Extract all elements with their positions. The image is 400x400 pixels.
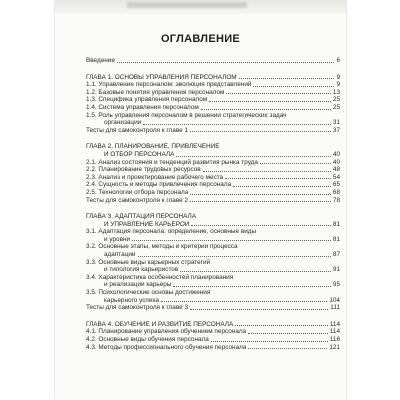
- toc-page-number: 111: [330, 304, 340, 312]
- toc-entry-label: 4.1. Планирование управления обучением персонала: [86, 328, 247, 336]
- toc-entry-label: ГЛАВА 1. ОСНОВЫ УПРАВЛЕНИЯ ПЕРСОНАЛОМ: [86, 73, 237, 81]
- toc-page-number: 116: [329, 336, 340, 343]
- dot-leader: [191, 225, 330, 226]
- toc-entry[interactable]: [86, 344, 340, 352]
- toc-entry[interactable]: [86, 328, 340, 336]
- toc-entry[interactable]: [86, 127, 340, 135]
- dot-leader: [260, 163, 331, 164]
- toc-entry-line: 3.3. Основные виды карьерных стратегий: [86, 258, 211, 266]
- toc-entry-line: 3.1. Адаптация персонала: определение, основные виды: [86, 228, 257, 236]
- toc-entry-label: И ОТБОР ПЕРСОНАЛА: [104, 150, 175, 158]
- toc-entry-row: [86, 151, 340, 159]
- toc-entry-row: [86, 104, 340, 112]
- dot-leader: [190, 131, 331, 132]
- toc-page-number: 6: [336, 57, 340, 64]
- toc-entry-row: [86, 304, 340, 312]
- toc-entry-line: 3.4. Характеристика особенностей планирования: [86, 273, 234, 281]
- toc-entry[interactable]: [86, 104, 340, 112]
- dot-leader: [161, 301, 327, 302]
- toc-chapter: [86, 74, 340, 135]
- dot-leader: [190, 194, 331, 195]
- toc-entry[interactable]: [86, 166, 340, 174]
- toc-entry-label: 2.3. Анализ и проектирование рабочего места: [86, 173, 224, 181]
- toc-entry-label: 1.4. Система управления персоналом: [86, 103, 199, 111]
- toc-page-number: 37: [332, 126, 340, 134]
- toc-entry-row: [86, 181, 340, 189]
- toc-entry-label: и реализации карьеры: [104, 281, 172, 289]
- toc-chapter-heading[interactable]: [86, 74, 340, 82]
- toc-entry-row: [86, 159, 340, 167]
- toc-chapter: [86, 143, 340, 204]
- toc-entry-label: Тесты для самоконтроля к главе 3: [86, 304, 189, 312]
- dot-leader: [239, 78, 335, 79]
- toc-entry[interactable]: [86, 228, 340, 243]
- toc-entry[interactable]: [86, 336, 340, 344]
- toc-entry-row: [86, 166, 340, 174]
- toc-entry-row: [86, 328, 340, 336]
- toc-chapter-heading[interactable]: [86, 213, 340, 228]
- toc-chapter-heading[interactable]: [86, 143, 340, 158]
- toc-entry-intro[interactable]: [86, 57, 340, 65]
- toc-entry-row: [86, 189, 340, 197]
- toc-entry-label: 4.3. Методы профессионального обучения персонала: [86, 343, 247, 351]
- toc-entry-label: ГЛАВА 4. ОБУЧЕНИЕ И РАЗВИТИЕ ПЕРСОНАЛА: [86, 320, 234, 328]
- toc-page-number: 104: [329, 296, 340, 304]
- toc-entry-label: и типология карьеристов: [104, 266, 179, 274]
- faded-header-text: [127, 2, 247, 8]
- dot-leader: [253, 86, 334, 87]
- dot-leader: [201, 109, 331, 110]
- toc-entry-row: [86, 89, 340, 97]
- toc-entry-label: и уровни: [104, 235, 131, 243]
- toc-entry-label: 1.3. Специфика управления персоналом: [86, 96, 208, 104]
- toc-entry[interactable]: [86, 81, 340, 89]
- toc-entry-row: [86, 81, 340, 89]
- dot-leader: [226, 93, 330, 94]
- toc-entry-row: [86, 174, 340, 182]
- dot-leader: [248, 348, 327, 349]
- toc-entry-row: [86, 96, 340, 104]
- toc-page-number: 13: [332, 88, 340, 96]
- toc-entry-line: 3.5. Психологические основы достижения: [86, 289, 211, 297]
- toc-page-number: 25: [332, 103, 340, 111]
- toc-page-number: 87: [332, 251, 340, 259]
- toc-page-number: 9: [336, 73, 340, 81]
- faded-running-header: [55, 0, 346, 14]
- toc-page-number: 121: [329, 343, 340, 351]
- dot-leader: [117, 62, 335, 63]
- dot-leader: [143, 124, 331, 125]
- dot-leader: [225, 178, 331, 179]
- toc-page-number: 31: [332, 119, 340, 127]
- toc-entry-row: [86, 344, 340, 352]
- dot-leader: [132, 240, 331, 241]
- toc-chapter-heading[interactable]: [86, 321, 340, 329]
- toc-entry-label: Тесты для самоконтроля к главе 2: [86, 196, 189, 204]
- toc-entry-row: [86, 197, 340, 205]
- dot-leader: [248, 333, 328, 334]
- toc-entry-label: 2.5. Технологии отбора персонала: [86, 188, 189, 196]
- toc-page-number: 81: [332, 235, 340, 243]
- dot-leader: [173, 286, 330, 287]
- toc-page-number: 81: [332, 220, 340, 228]
- toc-entry-row: [86, 221, 340, 229]
- dot-leader: [233, 186, 331, 187]
- toc-page-number: 40: [332, 150, 340, 158]
- toc-chapter: [86, 213, 340, 312]
- toc-entry[interactable]: [86, 259, 340, 274]
- dot-leader: [211, 341, 328, 342]
- dot-leader: [203, 171, 331, 172]
- toc-entry-row: [86, 251, 340, 259]
- toc-entry-label: 2.2. Планирование трудовых ресурсов: [86, 166, 201, 174]
- toc-page-number: 48: [332, 166, 340, 174]
- toc-page-number: 25: [332, 96, 340, 104]
- table-of-contents: [86, 57, 340, 351]
- toc-chapter: [86, 321, 340, 351]
- toc-entry-row: [86, 281, 340, 289]
- dot-leader: [180, 271, 331, 272]
- toc-entry[interactable]: [86, 159, 340, 167]
- toc-entry-row: [86, 266, 340, 274]
- dot-leader: [190, 309, 328, 310]
- toc-entry-label: адаптации: [104, 251, 136, 259]
- toc-entry[interactable]: [86, 289, 340, 304]
- toc-entry-label: 1.1. Управление персоналом: эволюция представлений: [86, 81, 252, 89]
- toc-entry-row: [86, 297, 340, 305]
- toc-entry[interactable]: [86, 243, 340, 258]
- toc-entry-label: организации: [104, 119, 142, 127]
- toc-entry-row: [86, 336, 340, 344]
- toc-entry-line: ГЛАВА 3. АДАПТАЦИЯ ПЕРСОНАЛА: [86, 213, 196, 221]
- toc-page-number: 40: [332, 158, 340, 166]
- dot-leader: [138, 256, 331, 257]
- toc-entry-label: И УПРАВЛЕНИЕ КАРЬЕРОЙ: [104, 220, 190, 228]
- dot-leader: [176, 156, 331, 157]
- toc-entry-row: [86, 74, 340, 82]
- toc-page-number: 78: [332, 196, 340, 204]
- toc-entry[interactable]: [86, 96, 340, 104]
- toc-entry-label: Тесты для самоконтроля к главе 1: [86, 126, 189, 134]
- toc-entry-label: карьерного успеха: [104, 296, 159, 304]
- book-page: [55, 0, 346, 400]
- toc-entry-row: [86, 321, 340, 329]
- toc-entry-label: 4.2. Основные виды обучения персонала: [86, 336, 209, 343]
- toc-entry[interactable]: [86, 112, 340, 127]
- toc-entry-row: [86, 236, 340, 244]
- toc-entry[interactable]: [86, 181, 340, 189]
- dot-leader: [209, 101, 331, 102]
- toc-entry-label: Введение: [86, 57, 115, 64]
- toc-entry-row: [86, 127, 340, 135]
- toc-entry[interactable]: [86, 274, 340, 289]
- toc-entry[interactable]: [86, 174, 340, 182]
- toc-page-number: 54: [332, 173, 340, 181]
- toc-entry[interactable]: [86, 189, 340, 197]
- toc-page-number: 68: [332, 188, 340, 196]
- toc-page-number: 95: [332, 281, 340, 289]
- dot-leader: [190, 201, 331, 202]
- toc-title: ОГЛАВЛЕНИЕ: [160, 33, 241, 45]
- toc-page-number: 65: [332, 181, 340, 189]
- toc-entry-label: 2.4. Сущность и методы привлечения персонала: [86, 181, 232, 189]
- toc-entry-line: 3.2. Основные этапы, методы и критерии процесса: [86, 243, 238, 251]
- toc-entry-row: [86, 119, 340, 127]
- toc-page-number: 114: [329, 328, 340, 336]
- toc-entry-line: 1.5. Роль управления персоналом в решении стратегических задач: [86, 111, 287, 119]
- toc-page-number: 9: [336, 81, 340, 89]
- toc-entry-line: ГЛАВА 2. ПЛАНИРОВАНИЕ, ПРИВЛЕЧЕНИЕ: [86, 143, 220, 151]
- toc-page-number: 114: [329, 320, 340, 328]
- dot-leader: [235, 325, 328, 326]
- toc-entry-label: 2.1. Анализ состояния и тенденций развития рынка труда: [86, 158, 258, 166]
- toc-entry[interactable]: [86, 197, 340, 205]
- toc-entry[interactable]: [86, 304, 340, 312]
- toc-entry[interactable]: [86, 89, 340, 97]
- toc-page-number: 91: [332, 266, 340, 274]
- toc-entry-label: 1.2. Базовые понятия управления персоналом: [86, 88, 225, 96]
